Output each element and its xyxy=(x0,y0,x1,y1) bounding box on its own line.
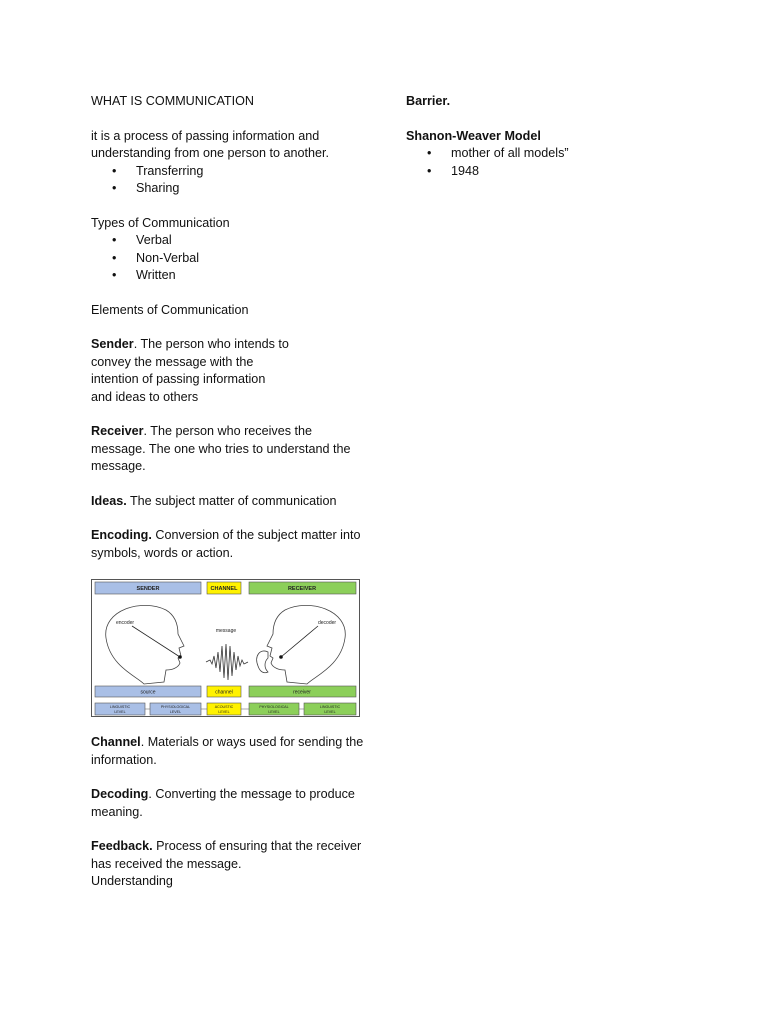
level-label: PHYSIOLOGICAL xyxy=(259,705,289,709)
source-label: source xyxy=(140,689,156,696)
receiver-term: Receiver xyxy=(91,424,144,438)
list-item: • Verbal xyxy=(91,232,366,250)
receiver-definition: Receiver. The person who receives the message. The one who tries to understand the message. xyxy=(91,424,351,473)
decoder-pointer xyxy=(281,626,318,657)
channel-label: CHANNEL xyxy=(210,586,238,592)
level-label: LEVEL xyxy=(114,710,126,714)
list-item: • Transferring xyxy=(91,163,366,181)
sender-line: The person who intends to xyxy=(140,337,289,351)
communication-diagram xyxy=(91,579,360,717)
elements-heading: Elements of Communication xyxy=(91,302,249,317)
sender-line: convey the message with the xyxy=(91,354,254,369)
encoder-pointer xyxy=(132,626,180,657)
ideas-term: Ideas. xyxy=(91,493,127,508)
channel-definition: Channel. Materials or ways used for sending the information. xyxy=(91,735,364,767)
level-label: LEVEL xyxy=(268,710,280,714)
sender-label: SENDER xyxy=(136,586,160,592)
encoding-term: Encoding. xyxy=(91,528,152,542)
channel-term: Channel xyxy=(91,735,141,749)
level-label: ACOUSTIC xyxy=(214,705,234,709)
encoder-dot xyxy=(178,655,182,659)
process-list xyxy=(91,163,366,198)
left-column xyxy=(91,93,366,891)
ear-icon xyxy=(257,651,268,673)
sound-wave xyxy=(206,644,248,680)
types-list xyxy=(91,232,366,285)
feedback-term: Feedback. xyxy=(91,839,153,853)
diagram-svg xyxy=(92,580,359,716)
page-title: WHAT IS COMMUNICATION xyxy=(91,94,255,108)
list-item: • Written xyxy=(91,267,366,285)
encoding-definition xyxy=(91,527,366,562)
model-term: Shanon-Weaver Model xyxy=(406,128,541,143)
ideas-definition xyxy=(91,493,366,511)
sender-line: and ideas to others xyxy=(91,389,199,404)
receiver-bottom-label: receiver xyxy=(293,689,311,696)
receiver-label: RECEIVER xyxy=(287,586,317,592)
model-heading xyxy=(406,128,706,146)
model-list xyxy=(406,145,706,180)
level-label: LINGUISTIC xyxy=(109,705,131,709)
channel-bottom-label: channel xyxy=(215,689,233,696)
level-label: PHYSIOLOGICAL xyxy=(160,705,191,709)
receiver-head xyxy=(267,605,345,684)
level-label: LEVEL xyxy=(324,710,336,714)
understanding-text: Understanding xyxy=(91,874,173,888)
right-column xyxy=(406,93,706,180)
decoder-label: decoder xyxy=(318,620,337,626)
list-item: • 1948 xyxy=(406,163,706,181)
decoding-text: Converting the message to produce meaning. xyxy=(91,787,355,819)
level-label: LEVEL xyxy=(218,710,230,714)
sender-term: Sender xyxy=(91,337,134,351)
ideas-text: The subject matter of communication xyxy=(129,493,337,508)
level-label: LINGUISTIC xyxy=(319,705,341,709)
barrier-heading xyxy=(406,93,706,111)
level-label: LEVEL xyxy=(169,710,182,714)
decoding-term: Decoding xyxy=(91,787,149,801)
sender-line: intention of passing information xyxy=(91,372,266,386)
decoding-definition: Decoding. Converting the message to produce meaning. xyxy=(91,787,355,819)
encoding-text: Conversion of the subject matter into symbols, words or action. xyxy=(91,528,361,560)
encoder-label: encoder xyxy=(116,620,135,626)
channel-text: Materials or ways used for sending the information. xyxy=(91,735,364,767)
sender-head xyxy=(106,605,184,684)
sender-definition: Sender. The person who intends to convey the message with the intention of passing information and ideas to others xyxy=(91,337,289,404)
list-item: • Non-Verbal xyxy=(91,250,366,268)
feedback-definition xyxy=(91,838,366,873)
feedback-text: Process of ensuring that the receiver has received the message. xyxy=(91,839,362,871)
barrier-term: Barrier. xyxy=(406,94,451,108)
message-label: message xyxy=(215,628,237,634)
types-heading: Types of Communication xyxy=(91,215,230,230)
list-item: • Sharing xyxy=(91,180,366,198)
definition-text: it is a process of passing information and understanding from one person to another. xyxy=(91,128,330,160)
decoder-dot xyxy=(279,655,283,659)
list-item: • mother of all models” xyxy=(406,145,706,163)
receiver-text: The person who receives the message. The one who tries to understand the message. xyxy=(91,424,351,473)
